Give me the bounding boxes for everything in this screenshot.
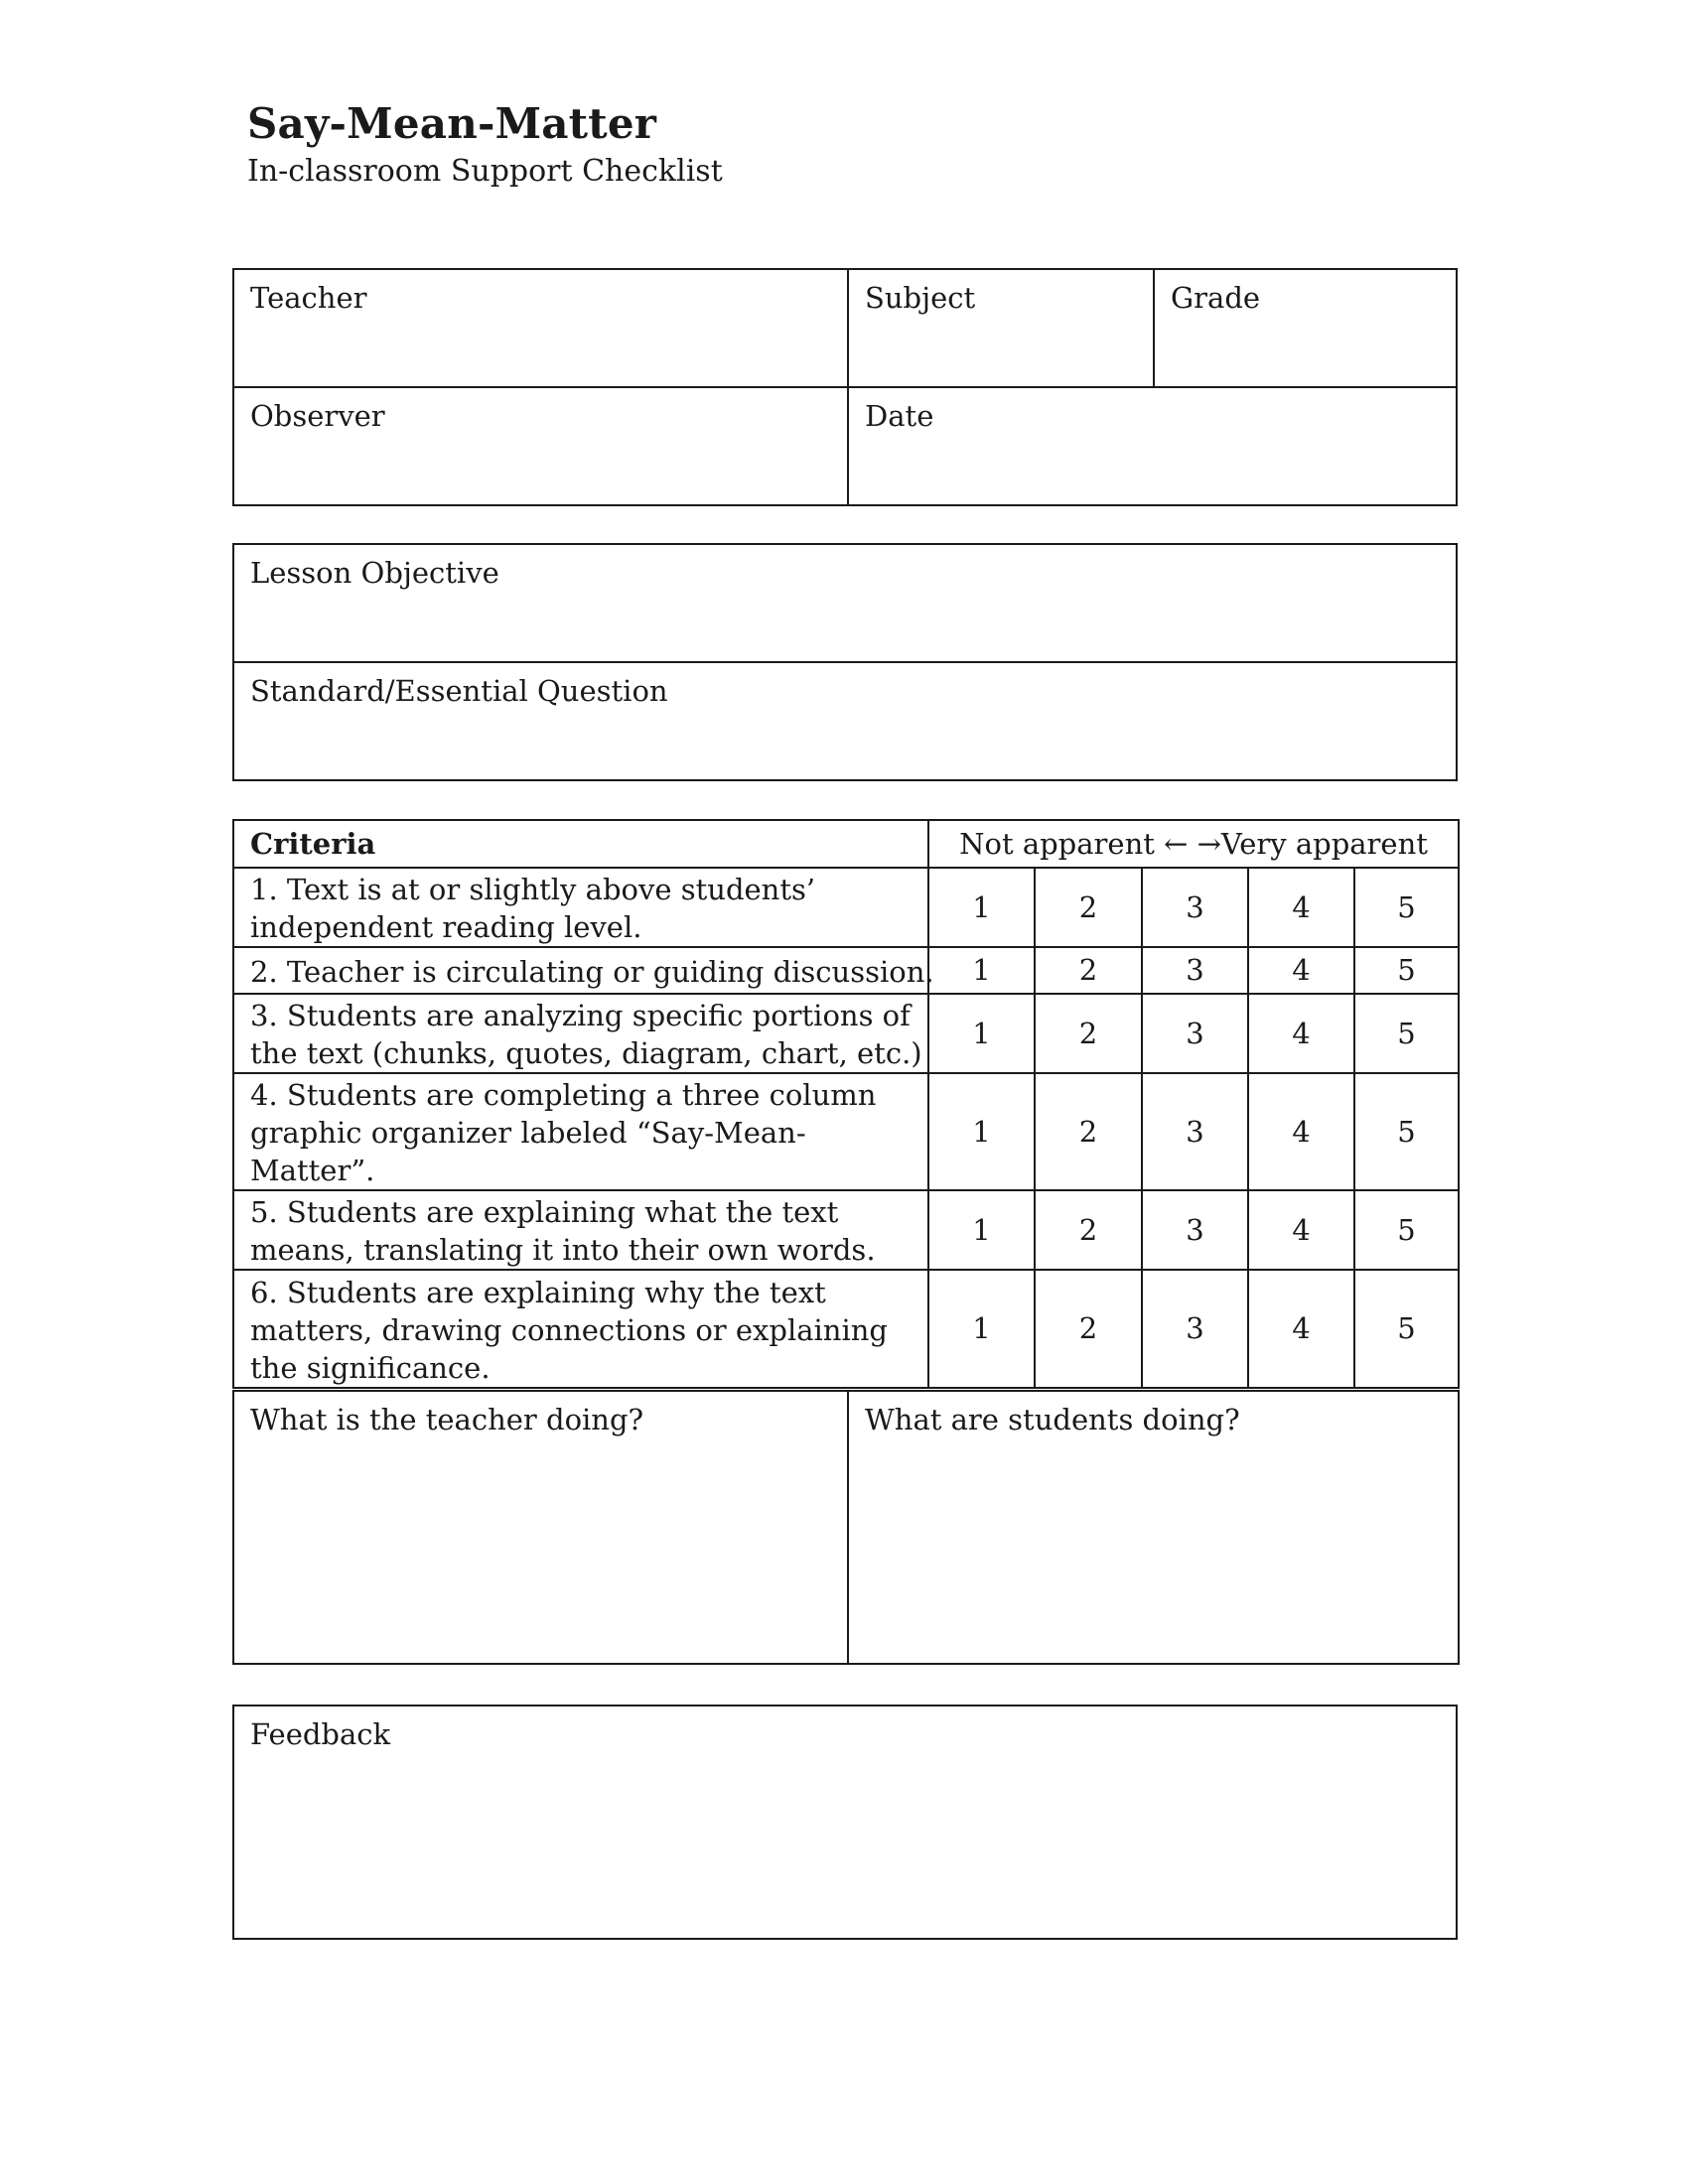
score-3[interactable]: 3	[1142, 1270, 1248, 1388]
criteria-row	[233, 868, 1459, 947]
score-5[interactable]: 5	[1354, 1190, 1459, 1270]
score-4[interactable]: 4	[1248, 1270, 1354, 1388]
score-5[interactable]: 5	[1354, 1073, 1459, 1190]
score-2[interactable]: 2	[1035, 868, 1142, 947]
score-1[interactable]: 1	[928, 994, 1035, 1073]
observation-table	[232, 1390, 1460, 1665]
teacher-field[interactable]	[233, 269, 848, 387]
score-2[interactable]: 2	[1035, 947, 1142, 994]
subject-label: Subject	[865, 281, 976, 315]
criteria-text: 1. Text is at or slightly above students’ independent reading level.	[233, 868, 928, 947]
criteria-row	[233, 994, 1459, 1073]
grade-field[interactable]	[1154, 269, 1457, 387]
criteria-row	[233, 1073, 1459, 1190]
lesson-objective-field[interactable]	[233, 544, 1457, 662]
lesson-table	[232, 543, 1458, 781]
score-1[interactable]: 1	[928, 947, 1035, 994]
score-2[interactable]: 2	[1035, 994, 1142, 1073]
criteria-header: Criteria	[233, 820, 928, 868]
lesson-objective-label: Lesson Objective	[250, 556, 499, 590]
score-4[interactable]: 4	[1248, 994, 1354, 1073]
score-1[interactable]: 1	[928, 868, 1035, 947]
criteria-text: 3. Students are analyzing specific portions of the text (chunks, quotes, diagram, chart, etc.)	[233, 994, 928, 1073]
criteria-header-row	[233, 820, 1459, 868]
standard-question-label: Standard/Essential Question	[250, 674, 668, 708]
date-label: Date	[865, 399, 934, 433]
score-3[interactable]: 3	[1142, 1073, 1248, 1190]
criteria-table	[232, 819, 1460, 1389]
score-4[interactable]: 4	[1248, 947, 1354, 994]
criteria-row	[233, 1270, 1459, 1388]
score-1[interactable]: 1	[928, 1073, 1035, 1190]
teacher-doing-field[interactable]	[233, 1391, 848, 1664]
score-1[interactable]: 1	[928, 1190, 1035, 1270]
score-4[interactable]: 4	[1248, 1190, 1354, 1270]
criteria-text: 5. Students are explaining what the text means, translating it into their own words.	[233, 1190, 928, 1270]
score-4[interactable]: 4	[1248, 868, 1354, 947]
subject-field[interactable]	[848, 269, 1154, 387]
date-field[interactable]	[848, 387, 1457, 505]
criteria-text: 6. Students are explaining why the text matters, drawing connections or explaining the significance.	[233, 1270, 928, 1388]
score-2[interactable]: 2	[1035, 1073, 1142, 1190]
teacher-label: Teacher	[250, 281, 367, 315]
feedback-field[interactable]	[233, 1706, 1457, 1939]
criteria-row	[233, 947, 1459, 994]
score-1[interactable]: 1	[928, 1270, 1035, 1388]
score-3[interactable]: 3	[1142, 1190, 1248, 1270]
observer-label: Observer	[250, 399, 385, 433]
feedback-label: Feedback	[250, 1717, 391, 1751]
score-5[interactable]: 5	[1354, 1270, 1459, 1388]
page-subtitle: In-classroom Support Checklist	[247, 154, 723, 189]
score-2[interactable]: 2	[1035, 1270, 1142, 1388]
score-2[interactable]: 2	[1035, 1190, 1142, 1270]
page-title: Say-Mean-Matter	[247, 99, 657, 148]
score-5[interactable]: 5	[1354, 994, 1459, 1073]
criteria-row	[233, 1190, 1459, 1270]
feedback-table	[232, 1705, 1458, 1940]
score-4[interactable]: 4	[1248, 1073, 1354, 1190]
score-5[interactable]: 5	[1354, 947, 1459, 994]
standard-question-field[interactable]	[233, 662, 1457, 780]
score-3[interactable]: 3	[1142, 947, 1248, 994]
score-3[interactable]: 3	[1142, 868, 1248, 947]
students-doing-label: What are students doing?	[865, 1403, 1240, 1436]
grade-label: Grade	[1171, 281, 1261, 315]
criteria-text: 2. Teacher is circulating or guiding discussion.	[233, 947, 928, 994]
criteria-text: 4. Students are completing a three column graphic organizer labeled “Say-Mean-Matter”.	[233, 1073, 928, 1190]
info-table	[232, 268, 1458, 506]
score-3[interactable]: 3	[1142, 994, 1248, 1073]
score-5[interactable]: 5	[1354, 868, 1459, 947]
students-doing-field[interactable]	[848, 1391, 1459, 1664]
scale-header: Not apparent ← →Very apparent	[928, 820, 1459, 868]
observer-field[interactable]	[233, 387, 848, 505]
teacher-doing-label: What is the teacher doing?	[250, 1403, 644, 1436]
